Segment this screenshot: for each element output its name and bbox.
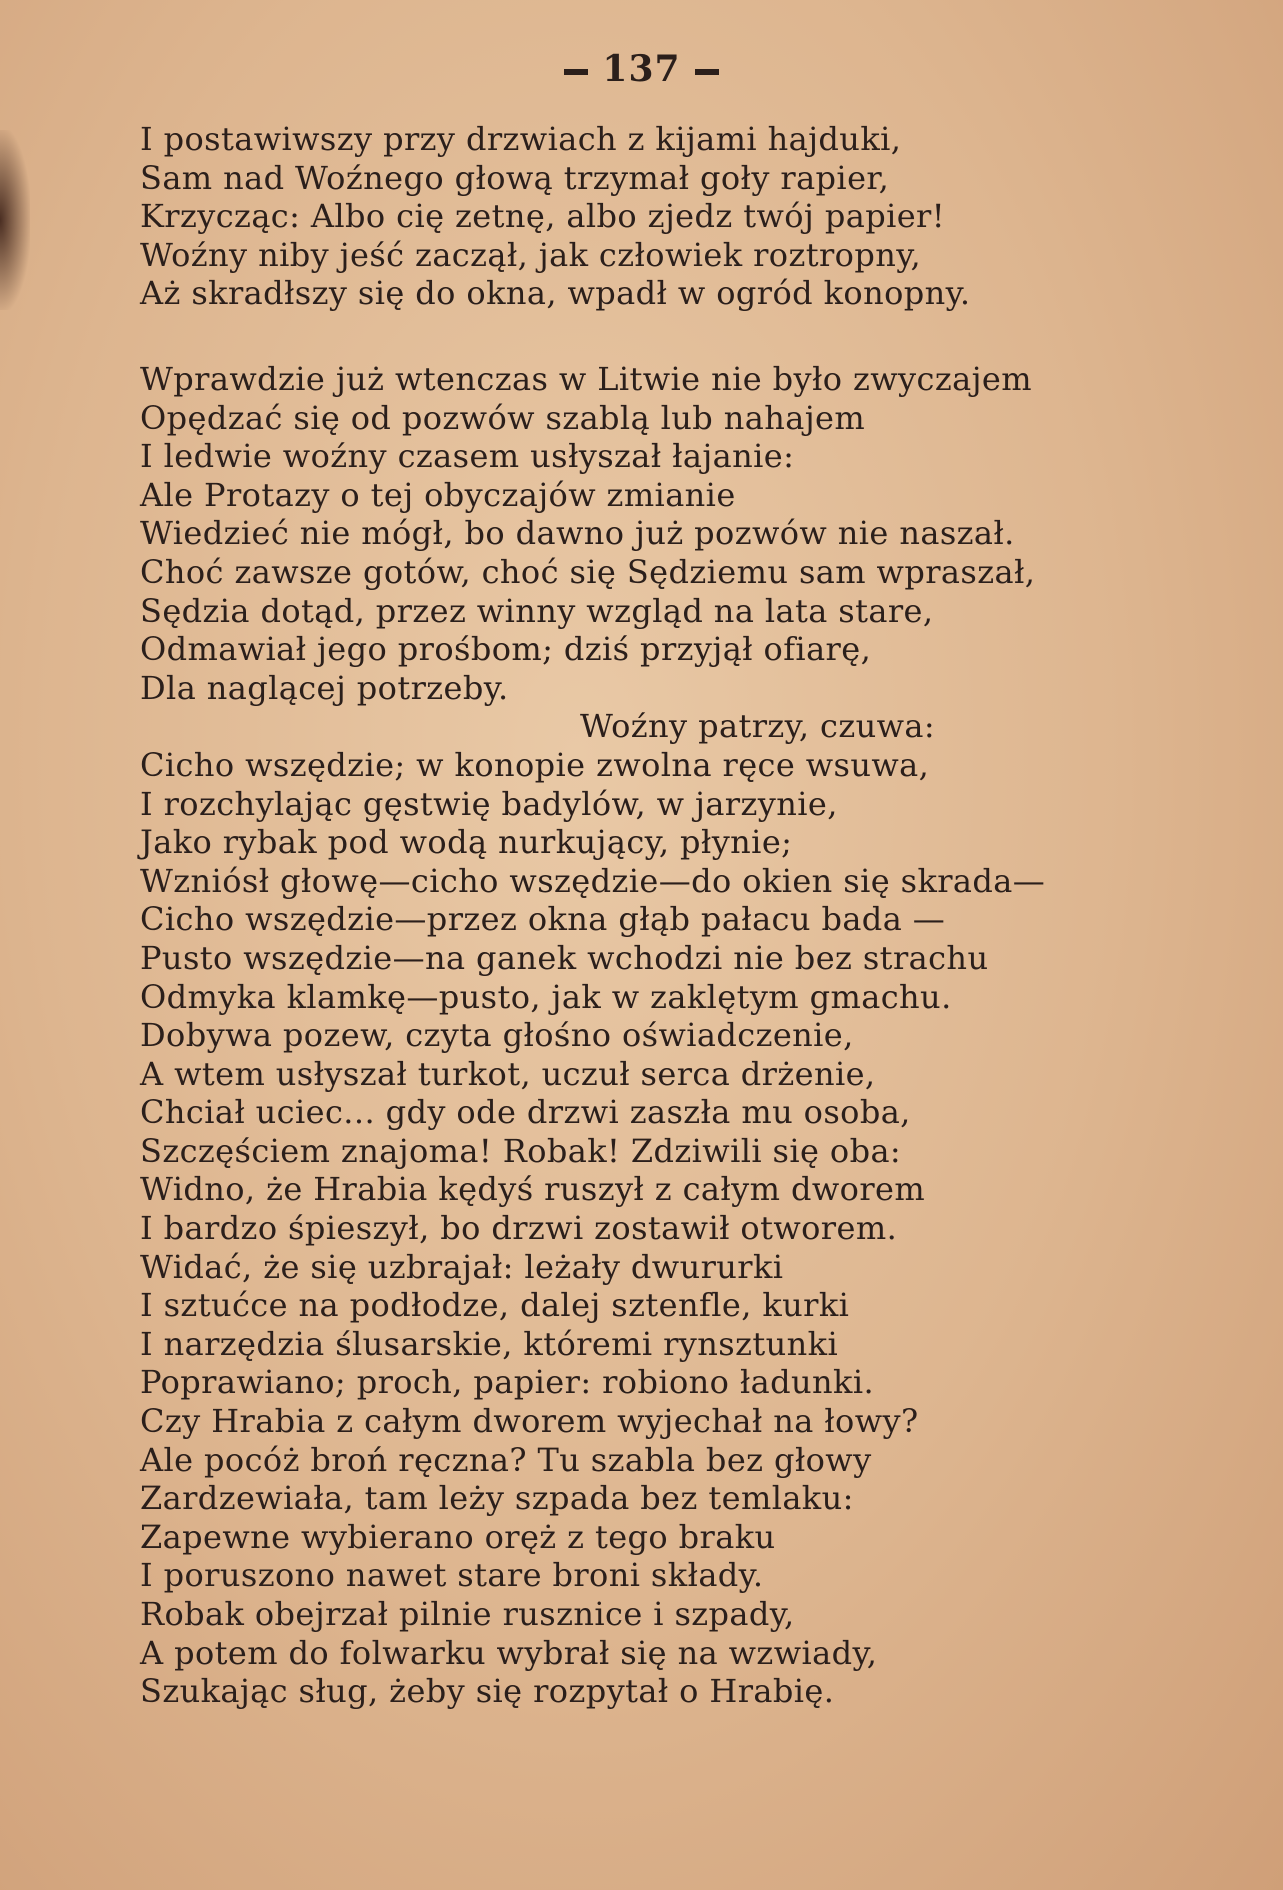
verse-line: Krzycząc: Albo cię zetnę, albo zjedz twój papier! xyxy=(140,197,946,236)
stanza-1 xyxy=(140,120,1260,313)
verse-line: I ledwie woźny czasem usłyszał łajanie: xyxy=(140,437,795,476)
page-edge-shadow xyxy=(0,130,30,310)
verse-line: I narzędzia ślusarskie, któremi rynsztunki xyxy=(140,1324,839,1363)
verse-line: Opędzać się od pozwów szablą lub nahajem xyxy=(140,398,866,437)
verse-line: A potem do folwarku wybrał się na wzwiady, xyxy=(140,1633,878,1672)
verse-line: Szukając sług, żeby się rozpytał o Hrabię. xyxy=(140,1672,835,1711)
verse-line: I poruszono nawet stare broni składy. xyxy=(140,1556,764,1595)
verse-line: Aż skradłszy się do okna, wpadł w ogród konopny. xyxy=(140,274,971,313)
verse-line: Zapewne wybierano oręż z tego braku xyxy=(140,1517,776,1556)
verse-line: Dobywa pozew, czyta głośno oświadczenie, xyxy=(140,1016,854,1055)
verse-line: Ale Protazy o tej obyczajów zmianie xyxy=(140,475,736,514)
verse-line: Wprawdzie już wtenczas w Litwie nie było zwyczajem xyxy=(140,360,1032,398)
verse-line: Odmyka klamkę—pusto, jak w zaklętym gmachu. xyxy=(140,977,952,1016)
verse-line: Zardzewiała, tam leży szpada bez temlaku: xyxy=(140,1479,854,1518)
verse-line: Ale pocóż broń ręczna? Tu szabla bez głowy xyxy=(140,1440,872,1479)
dash-right xyxy=(695,69,719,75)
verse-line: Dla naglącej potrzeby. xyxy=(140,668,509,707)
verse-line: Woźny niby jeść zaczął, jak człowiek roztropny, xyxy=(140,235,922,274)
verse-line: Jako rybak pod wodą nurkujący, płynie; xyxy=(140,823,793,862)
verse-line: Szczęściem znajoma! Robak! Zdziwili się oba: xyxy=(140,1131,902,1170)
stanza-2 xyxy=(140,360,1260,1711)
verse-line: Poprawiano; proch, papier: robiono ładunki. xyxy=(140,1363,875,1402)
dash-left xyxy=(564,69,588,75)
verse-line: Cicho wszędzie—przez okna głąb pałacu bada — xyxy=(140,900,946,939)
verse-line: Wzniósł głowę—cicho wszędzie—do okien się skrada— xyxy=(140,861,1046,900)
verse-line: Widać, że się uzbrajał: leżały dwururki xyxy=(140,1247,784,1286)
verse-line: A wtem usłyszał turkot, uczuł serca drżenie, xyxy=(140,1054,876,1093)
verse-line: Sam nad Woźnego głową trzymał goły rapier, xyxy=(140,158,890,197)
verse-line: I postawiwszy przy drzwiach z kijami hajduki, xyxy=(140,120,902,158)
verse-line: Odmawiał jego prośbom; dziś przyjął ofiarę, xyxy=(140,630,872,669)
verse-line-indented: Woźny patrzy, czuwa: xyxy=(580,707,936,746)
page-number-header xyxy=(0,48,1283,90)
verse-line: Wiedzieć nie mógł, bo dawno już pozwów nie naszał. xyxy=(140,514,1015,553)
verse-line: Choć zawsze gotów, choć się Sędziemu sam wpraszał, xyxy=(140,552,1036,591)
verse-line: Sędzia dotąd, przez winny wzgląd na lata stare, xyxy=(140,591,934,630)
verse-line: Chciał uciec... gdy ode drzwi zaszła mu osoba, xyxy=(140,1093,911,1132)
verse-line: I sztućce na podłodze, dalej sztenfle, kurki xyxy=(140,1286,850,1325)
verse-line: Pusto wszędzie—na ganek wchodzi nie bez strachu xyxy=(140,938,989,977)
verse-line: Cicho wszędzie; w konopie zwolna ręce wsuwa, xyxy=(140,745,930,784)
verse-line: Widno, że Hrabia kędyś ruszył z całym dworem xyxy=(140,1170,926,1209)
page-number: 137 xyxy=(602,48,681,90)
verse-line: I bardzo śpieszył, bo drzwi zostawił otworem. xyxy=(140,1209,898,1248)
verse-line: I rozchylając gęstwię badylów, w jarzynie, xyxy=(140,784,838,823)
verse-line: Robak obejrzał pilnie rusznice i szpady, xyxy=(140,1595,795,1633)
verse-line: Czy Hrabia z całym dworem wyjechał na łowy? xyxy=(140,1402,919,1441)
